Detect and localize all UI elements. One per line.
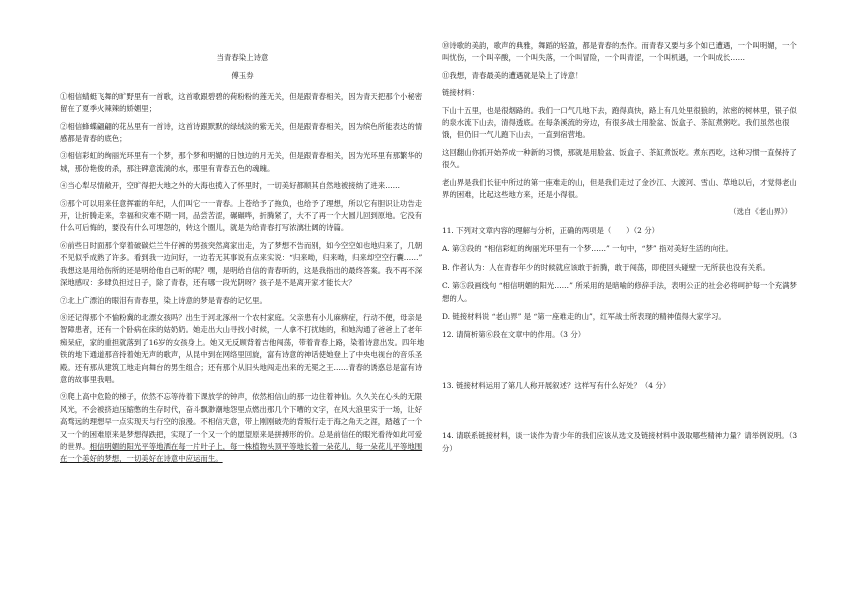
article-author: 傅玉券	[231, 71, 254, 81]
paragraph-11: ⑪我想，青春最美的遭遇就是染上了诗意！	[442, 70, 583, 80]
paragraph-4: ④当心犁尽情敞开，空旷得把大地之外的大海也揽入了怀里时，一切美好都顺其自然地被接纳了进来……	[60, 181, 400, 191]
question-12: 12. 请简析第⑥段在文章中的作用。（3 分）	[442, 330, 586, 340]
right-column	[442, 40, 798, 461]
paragraph-10: ⑩诗歌的美韵，歌声的典雅，舞蹈的轻盈，都是青春的杰作。而青春又要与多个如已遭遇，一个叫明媚，一个叫忧伤，一个叫辛酸，一个叫失落，一个叫冒险，一个叫青涩，一个叫机遇，一个叫成长……	[442, 41, 797, 63]
article-title: 当青春染上诗意	[216, 53, 269, 62]
underlined-sentence: 相信明媚的阳光平等地洒在每一片叶子上，每一株植物头顶平等地长着一朵花儿，每一朵花儿平等地围在一个美好的梦想，一切美好在诗意中应运而生。	[60, 441, 423, 464]
paragraph-3: ③相信彩虹的绚丽光环里有一个梦，那个梦和明媚的日蚀边的月无关，但是跟青春相关，因为光环里有那繁华的城，那份艳俊的杀，那注碑意流淌的水，那里有青春五色的魂魄。	[60, 151, 423, 173]
option-d: D. 链接材料说 “老山界” 是 “第一座难走的山”，红军战士所表现的精神值得大家学习。	[442, 311, 726, 321]
option-c: C. 第⑤段画线句 “相信明媚的阳光……” 所采用的是暗喻的修辞手法，表明公正的社会必将呵护每一个充满梦想的人。	[442, 281, 797, 303]
paragraph-8: ⑧还记得那个不愉粉冀的北漂女孩吗？出生于河北涿州一个农村家庭。父亲患有小儿麻痹症，行动不便，母亲是智障患者，还有一个卧病在床的姑奶奶。她走出大山寻找小时候，一人拿不打扰她的，和她沟通了爸爸上了老年痴呆症，家的重担就落到了16岁的女孩身上。她又无反顾背着吉他闯荡，带着青春上路，染着诗意出发。四年地铁的地下通道那音持着她无声的歌声，从昆中到在网络里回旋，富有诗意的神话使她登上了中央电视台的音乐圣殿。还有那从建筑工地走向舞台的男生组合；还有那个从旧头地闯走出来的无冕之王……青春的诱惑总是富有诗意的故事里我唱。	[60, 312, 425, 384]
link-paragraph-1: 下山十五里，也是很烟路的。我们一口气几地下去，跑得真快，路上有几处里很狼的，浓密的树林里，银子似的泉水流下山去，清得透底。在每条溪流的旁边，有很多战士用脸盆、饭盒子、茶缸煮粥吃。我们虽然也很饿，但仍旧一气儿跑下山去，一直到宿营地。	[442, 105, 797, 140]
link-paragraph-2: 这回翻山你抓开始养成一种新的习惯，那就是用脸盆、饭盒子、茶缸煮饭吃。煮东西吃，这种习惯一直保持了很久。	[442, 147, 797, 170]
option-a: A. 第③段的 “相信彩虹的绚丽光环里有一个梦……” 一句中，“梦” 指对美好生活的向往。	[442, 244, 733, 254]
question-13: 13. 链接材料运用了第几人称开展叙述？这样写有什么好处？（4 分）	[442, 380, 671, 390]
paragraph-9-text: ⑨爬上高中危险的梯子，依然不忘等待着下课放学的钟声，依然相信山的那一边住着神仙。久久关在心头的无限风光，不会被挤迫压缩憋的生存时代，奋斗飘渺潮地怨里点燃出那几个下嘈的文字，在风大浪里实于一场，让好高骛远的理想早一点实现天与行空的浪漫。不相信天意，带上刚刚破壳的背叛行走于海之角天之涯，踏越了一个又一个的困难原来是梦想得跌把，实现了一个又一个的愿望原来是拼搏形的价。总是前信任的眼光看待如此可爱的世界。	[60, 392, 423, 451]
paragraph-5: ⑤那个可以用来任意挥霍的年纪，人们叫它一一青春。上苍给予了拖负，也给予了理想，所以它有胆识让功告走开，让折腾走来，幸福和灾难不期一同，品尝苦涩，碾碾哗，折腾紧了，大不了再一个大圆儿回到原地。它没有什么可后悔的，要没有什么可埋怨的，转这个圈儿，就是为给青春打写浓漓壮阔的诗篇。	[60, 198, 423, 233]
paragraph-1: ①相信蜻蜓飞舞的旷野里有一首歌，这首歌跟碧碧的荷粉粉的莲无关，但是跟青春相关，因为青天把那个小秘密留在了夏季火辣辣的娇媚里；	[60, 91, 423, 114]
question-11: 11. 下列对文章内容的理解与分析，正确的两项是（ ）（2 分）	[442, 225, 660, 235]
link-material-label: 链接材料：	[442, 88, 479, 98]
question-14: 14. 请联系链接材料，谈一谈作为青少年的我们应该从选文及链接材料中汲取哪些精神力量？请举例说明。（3 分）	[442, 431, 798, 453]
paragraph-7: ⑦北上广漂泊的眼泪有青春里，染上诗意的梦是青春的记忆里。	[60, 295, 267, 305]
paragraph-9	[60, 391, 425, 465]
source-citation: （选自《老山界》）	[729, 207, 792, 217]
link-paragraph-3: 老山界是我们长征中所过的第一座难走的山，但是我们走过了金沙江、大渡河、雪山、草地以后，才觉得老山界的困难，比起这些地方来，还是小得很。	[442, 177, 797, 200]
paragraph-6: ⑥前些日时面那个穿着破碳烂兰牛仔裤的男孩突然离家出走，为了梦想不告而别，如今空空如也地归来了，几朝不见似乎成熟了许多。看到我一边问好，一边若无其事说有点来实说：“归来呦，归来呦，归来却空空行囊……” 我想这是用给伤所的还是明给他自己听的呢？嘿，是明给自信的青春听的，这是我指出的最终答案。我不再不深深地感叹：多肆负担过日子，除了青春，还有哪一段光阴呀？孩子是不是离开家才能长大？	[60, 240, 423, 288]
option-b: B. 作者认为：人在青春年少的时候就应该敢于折腾，敢于闯荡，即使回头碰壁一无所获也没有关系。	[442, 262, 770, 272]
paragraph-2: ②相信蜂蝶翩翩的花丛里有一首诗，这首诗跟默默的绿绒淡的紫无关，但是跟青春相关，因为缤色所能表达的情感都是青春的底色；	[60, 121, 423, 144]
left-column	[60, 40, 425, 471]
